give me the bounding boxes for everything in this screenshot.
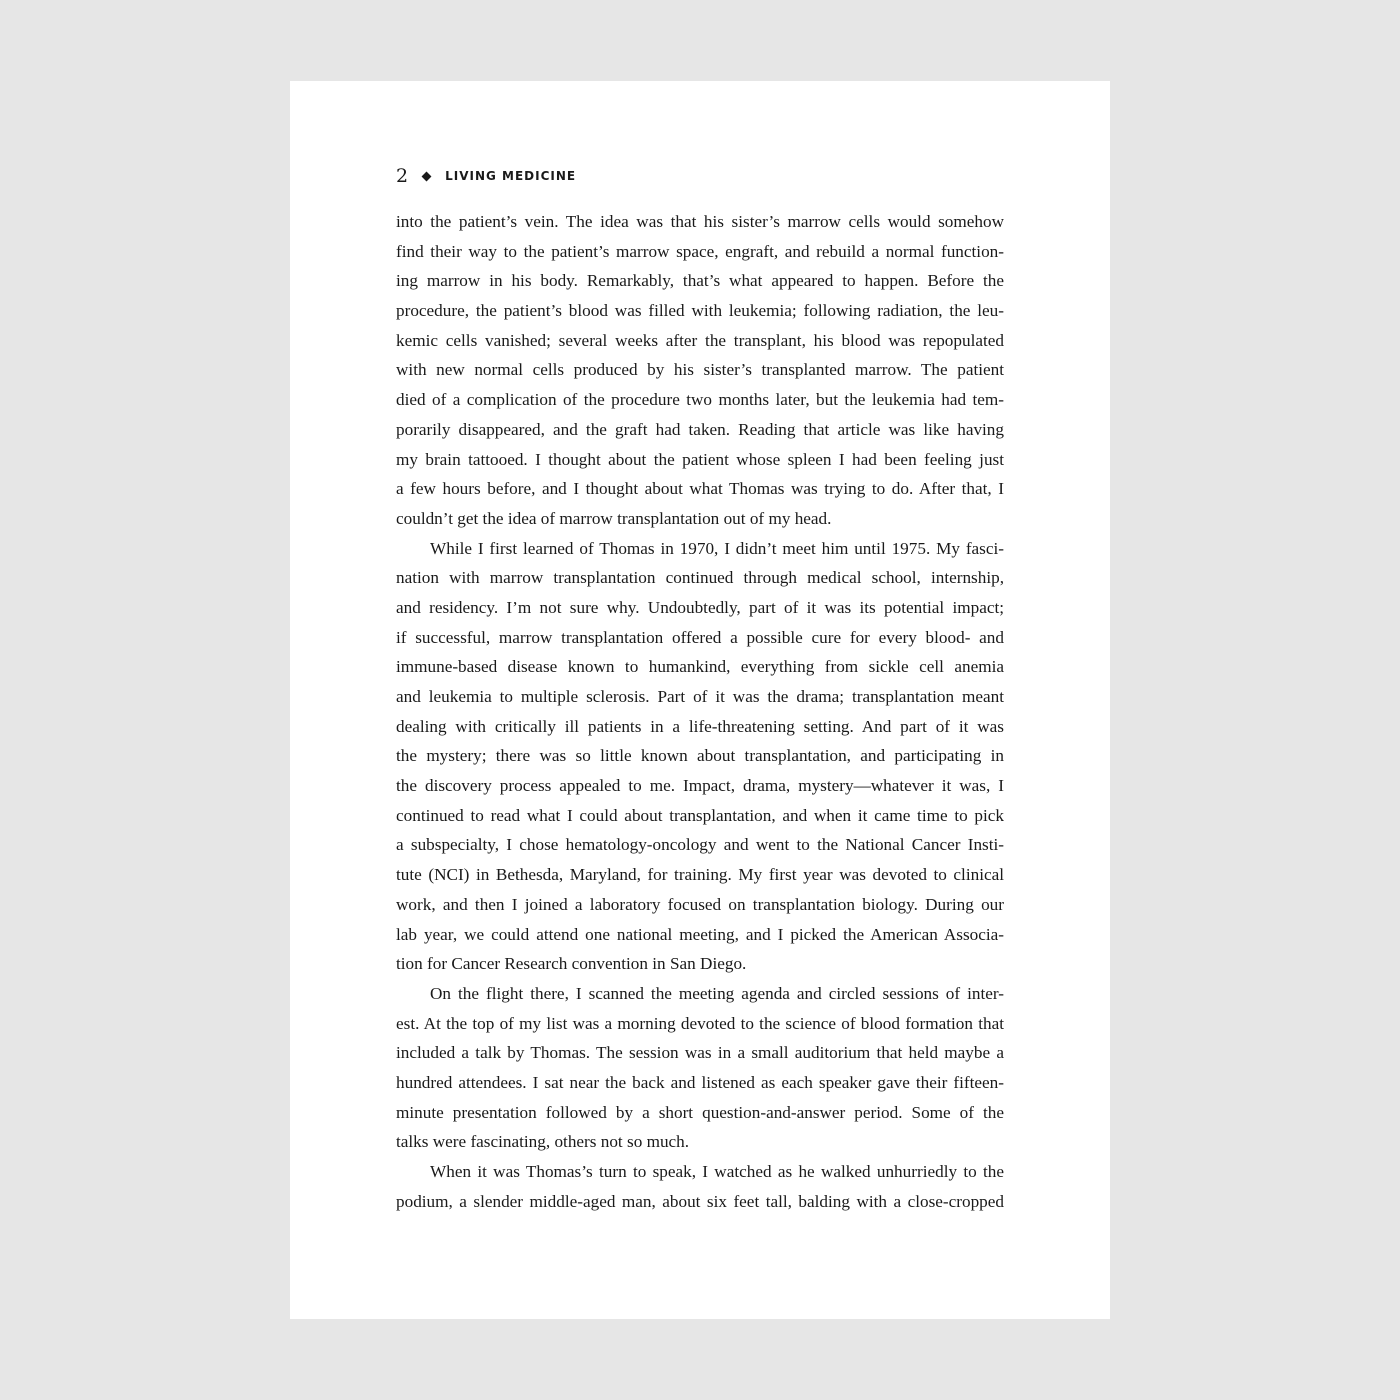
text-line: find their way to the patient’s marrow space, engraft, and rebuild a normal function- — [396, 241, 1004, 261]
page-number: 2 — [396, 165, 409, 187]
text-line: nation with marrow transplantation continued through medical school, internship, — [396, 568, 1004, 588]
text-line: ing marrow in his body. Remarkably, that’s what appeared to happen. Before the — [396, 271, 1004, 291]
text-line: a few hours before, and I thought about what Thomas was trying to do. After that, I — [396, 479, 1004, 499]
text-line: talks were fascinating, others not so much. — [396, 1132, 690, 1152]
text-line: dealing with critically ill patients in a life-threatening setting. And part of it was — [396, 716, 1004, 736]
text-line: porarily disappeared, and the graft had taken. Reading that article was like having — [396, 419, 1004, 439]
text-line: the discovery process appealed to me. Impact, drama, mystery—whatever it was, I — [396, 776, 1004, 796]
text-line: minute presentation followed by a short question-and-answer period. Some of the — [396, 1102, 1004, 1122]
text-line: While I first learned of Thomas in 1970, I didn’t meet him until 1975. My fasci- — [430, 538, 1004, 558]
text-line: continued to read what I could about transplantation, and when it came time to pick — [396, 805, 1004, 825]
text-line: if successful, marrow transplantation offered a possible cure for every blood- and — [396, 627, 1004, 647]
text-line: couldn’t get the idea of marrow transplantation out of my head. — [396, 508, 832, 528]
text-line: podium, a slender middle-aged man, about six feet tall, balding with a close-cropped — [396, 1191, 1004, 1211]
text-line: tute (NCI) in Bethesda, Maryland, for training. My first year was devoted to clinical — [396, 865, 1004, 885]
body-text — [396, 207, 1004, 1216]
text-line: and residency. I’m not sure why. Undoubtedly, part of it was its potential impact; — [396, 597, 1004, 617]
paragraph — [396, 534, 1004, 979]
text-line: and leukemia to multiple sclerosis. Part of it was the drama; transplantation meant — [396, 687, 1004, 706]
text-line: When it was Thomas’s turn to speak, I watched as he walked unhurriedly to the — [430, 1162, 1004, 1181]
text-line: included a talk by Thomas. The session was in a small auditorium that held maybe a — [396, 1043, 1004, 1063]
text-line: lab year, we could attend one national meeting, and I picked the American Associa- — [396, 924, 1004, 944]
paragraph — [396, 207, 1004, 534]
running-title: LIVING MEDICINE — [445, 169, 577, 183]
text-line: On the flight there, I scanned the meeting agenda and circled sessions of inter- — [430, 983, 1004, 1003]
text-line: immune-based disease known to humankind, everything from sickle cell anemia — [396, 657, 1004, 677]
text-line: the mystery; there was so little known about transplantation, and participating in — [396, 746, 1004, 766]
text-line: work, and then I joined a laboratory focused on transplantation biology. During our — [396, 894, 1004, 914]
text-line: tion for Cancer Research convention in San Diego. — [396, 954, 747, 974]
text-line: died of a complication of the procedure two months later, but the leukemia had tem- — [396, 390, 1004, 410]
text-line: est. At the top of my list was a morning devoted to the science of blood formation that — [396, 1013, 1004, 1033]
text-line: my brain tattooed. I thought about the patient whose spleen I had been feeling just — [396, 449, 1004, 469]
text-line: hundred attendees. I sat near the back and listened as each speaker gave their fifteen- — [396, 1072, 1004, 1092]
running-head — [396, 163, 576, 189]
book-page — [290, 81, 1110, 1319]
paragraph — [396, 1157, 1004, 1216]
diamond-ornament-icon — [422, 171, 432, 181]
text-line: with new normal cells produced by his sister’s transplanted marrow. The patient — [396, 360, 1004, 380]
text-line: kemic cells vanished; several weeks after the transplant, his blood was repopulated — [396, 330, 1004, 350]
text-line: procedure, the patient’s blood was filled with leukemia; following radiation, the leu- — [396, 301, 1004, 321]
text-line: a subspecialty, I chose hematology-oncology and went to the National Cancer Insti- — [396, 835, 1004, 855]
text-line: into the patient’s vein. The idea was that his sister’s marrow cells would somehow — [396, 212, 1004, 231]
paragraph — [396, 979, 1004, 1157]
